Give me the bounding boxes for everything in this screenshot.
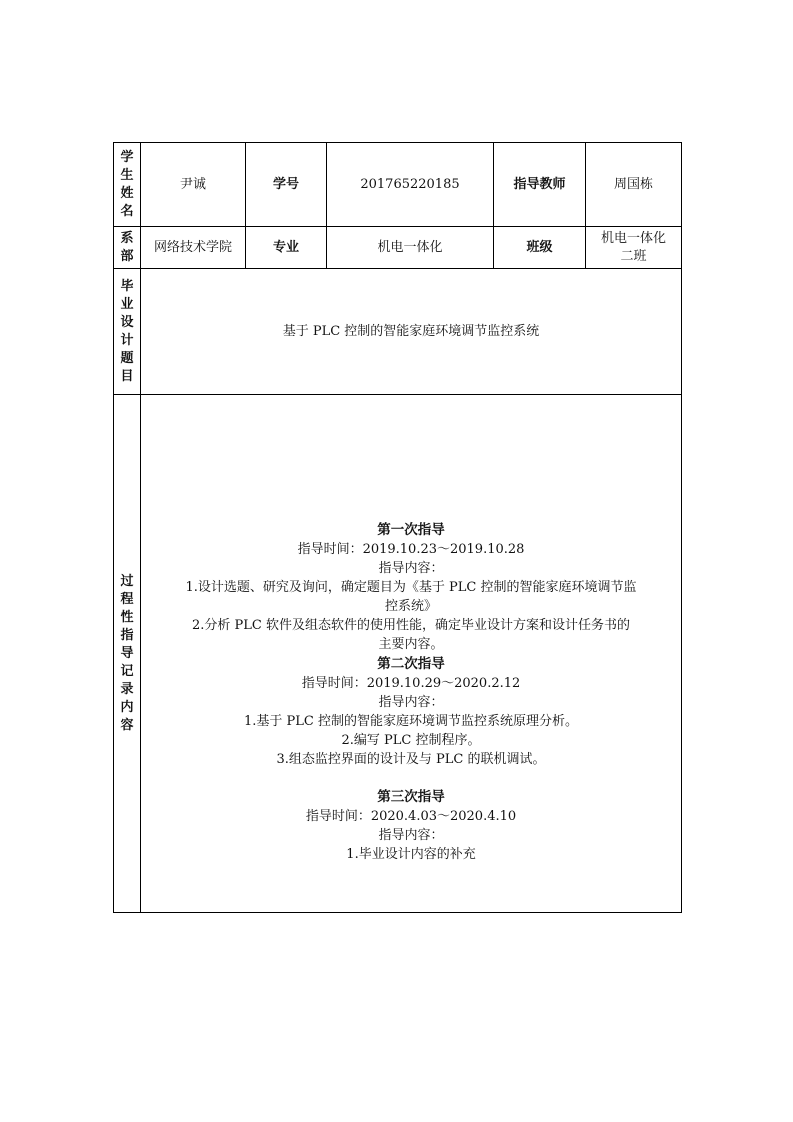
session-item: 主要内容。 <box>378 636 444 652</box>
topic-value: 基于 PLC 控制的智能家庭环境调节监控系统 <box>141 269 682 395</box>
department-row <box>114 227 682 269</box>
class-value <box>586 227 682 269</box>
session-content-label: 指导内容： <box>378 827 444 843</box>
session-item: 2.编写 PLC 控制程序。 <box>341 732 481 748</box>
guidance-record-form <box>113 142 682 913</box>
class-value-line1: 机电一体化 <box>600 230 666 246</box>
session-title: 第二次指导 <box>377 655 445 672</box>
session-title: 第一次指导 <box>377 521 445 538</box>
record-content <box>141 395 682 913</box>
student-name-value: 尹诚 <box>141 143 246 227</box>
student-id-value: 201765220185 <box>327 143 494 227</box>
record-row <box>114 395 682 913</box>
spacer <box>141 769 681 787</box>
session-time: 指导时间：2019.10.29～2020.2.12 <box>301 675 521 691</box>
session-1 <box>141 520 681 654</box>
session-content-label: 指导内容： <box>378 560 444 576</box>
session-content-label: 指导内容： <box>378 694 444 710</box>
department-value: 网络技术学院 <box>141 227 246 269</box>
session-item: 2.分析 PLC 软件及组态软件的使用性能，确定毕业设计方案和设计任务书的 <box>192 617 630 633</box>
class-value-line2: 二班 <box>620 248 647 264</box>
topic-label: 毕 业 设 计 题 目 <box>114 269 141 395</box>
session-item: 1.毕业设计内容的补充 <box>346 846 476 862</box>
session-time: 指导时间：2019.10.23～2019.10.28 <box>297 541 525 557</box>
advisor-value: 周国栋 <box>586 143 682 227</box>
student-name-label: 学 生 姓 名 <box>114 143 141 227</box>
session-item: 1.基于 PLC 控制的智能家庭环境调节监控系统原理分析。 <box>244 713 578 729</box>
student-info-row <box>114 143 682 227</box>
student-id-label: 学号 <box>246 143 327 227</box>
session-2 <box>141 654 681 769</box>
topic-row <box>114 269 682 395</box>
session-3 <box>141 787 681 864</box>
record-label: 过 程 性 指 导 记 录 内 容 <box>114 395 141 913</box>
session-item: 1.设计选题、研究及询问，确定题目为《基于 PLC 控制的智能家庭环境调节监 <box>185 579 637 595</box>
advisor-label: 指导教师 <box>494 143 586 227</box>
class-label: 班级 <box>494 227 586 269</box>
session-title: 第三次指导 <box>377 788 445 805</box>
department-label: 系 部 <box>114 227 141 269</box>
major-value: 机电一体化 <box>327 227 494 269</box>
session-time: 指导时间：2020.4.03～2020.4.10 <box>305 808 517 824</box>
major-label: 专业 <box>246 227 327 269</box>
session-item: 控系统》 <box>384 598 437 614</box>
session-item: 3.组态监控界面的设计及与 PLC 的联机调试。 <box>276 751 546 767</box>
